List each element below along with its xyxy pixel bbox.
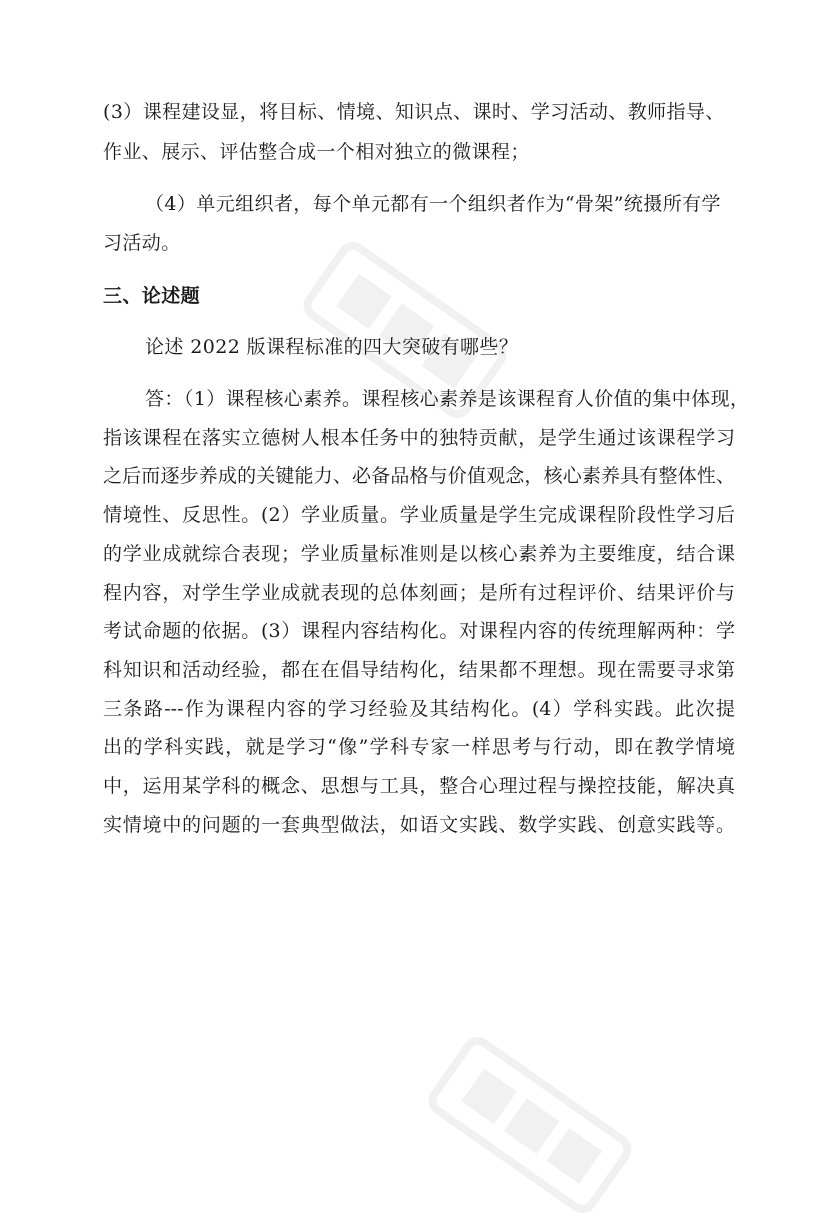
item3-line1: (3）课程建设显，将目标、情境、知识点、课时、学习活动、教师指导、 xyxy=(103,101,725,123)
item4-line1: （4）单元组织者，每个单元都有一个组织者作为“骨架”统摄所有学 xyxy=(145,193,721,215)
answer-line: 指该课程在落实立德树人根本任务中的独特贡献，是学生通过该课程学习 xyxy=(103,427,735,449)
section-heading: 三、论述题 xyxy=(103,285,201,307)
item4-line2: 习活动。 xyxy=(103,232,181,254)
answer-line: 的学业成就综合表现；学业质量标准则是以核心素养为主要维度，结合课 xyxy=(103,543,735,565)
question-text: 论述 2022 版课程标准的四大突破有哪些？ xyxy=(145,336,519,358)
answer-line: 三条路---作为课程内容的学习经验及其结构化。(4）学科实践。此次提 xyxy=(103,698,735,720)
answer-line: 实情境中的问题的一套典型做法，如语文实践、数学实践、创意实践等。 xyxy=(103,814,735,836)
answer-line: 中，运用某学科的概念、思想与工具，整合心理过程与操控技能，解决真 xyxy=(103,775,735,797)
answer-line: 出的学科实践，就是学习“像”学科专家一样思考与行动，即在教学情境 xyxy=(103,736,735,758)
answer-line: 考试命题的依据。(3）课程内容结构化。对课程内容的传统理解两种：学 xyxy=(103,620,735,642)
answer-line: 程内容，对学生学业成就表现的总体刻画；是所有过程评价、结果评价与 xyxy=(103,582,735,604)
answer-line: 答：（1）课程核心素养。课程核心素养是该课程育人价值的集中体现， xyxy=(145,388,750,410)
item3-line2: 作业、展示、评估整合成一个相对独立的微课程； xyxy=(103,141,530,163)
answer-line: 情境性、反思性。(2）学业质量。学业质量是学生完成课程阶段性学习后 xyxy=(103,504,735,526)
answer-line: 科知识和活动经验，都在在倡导结构化，结果都不理想。现在需要寻求第 xyxy=(103,659,735,681)
answer-line: 之后而逐步养成的关键能力、必备品格与价值观念，核心素养具有整体性、 xyxy=(103,465,735,487)
